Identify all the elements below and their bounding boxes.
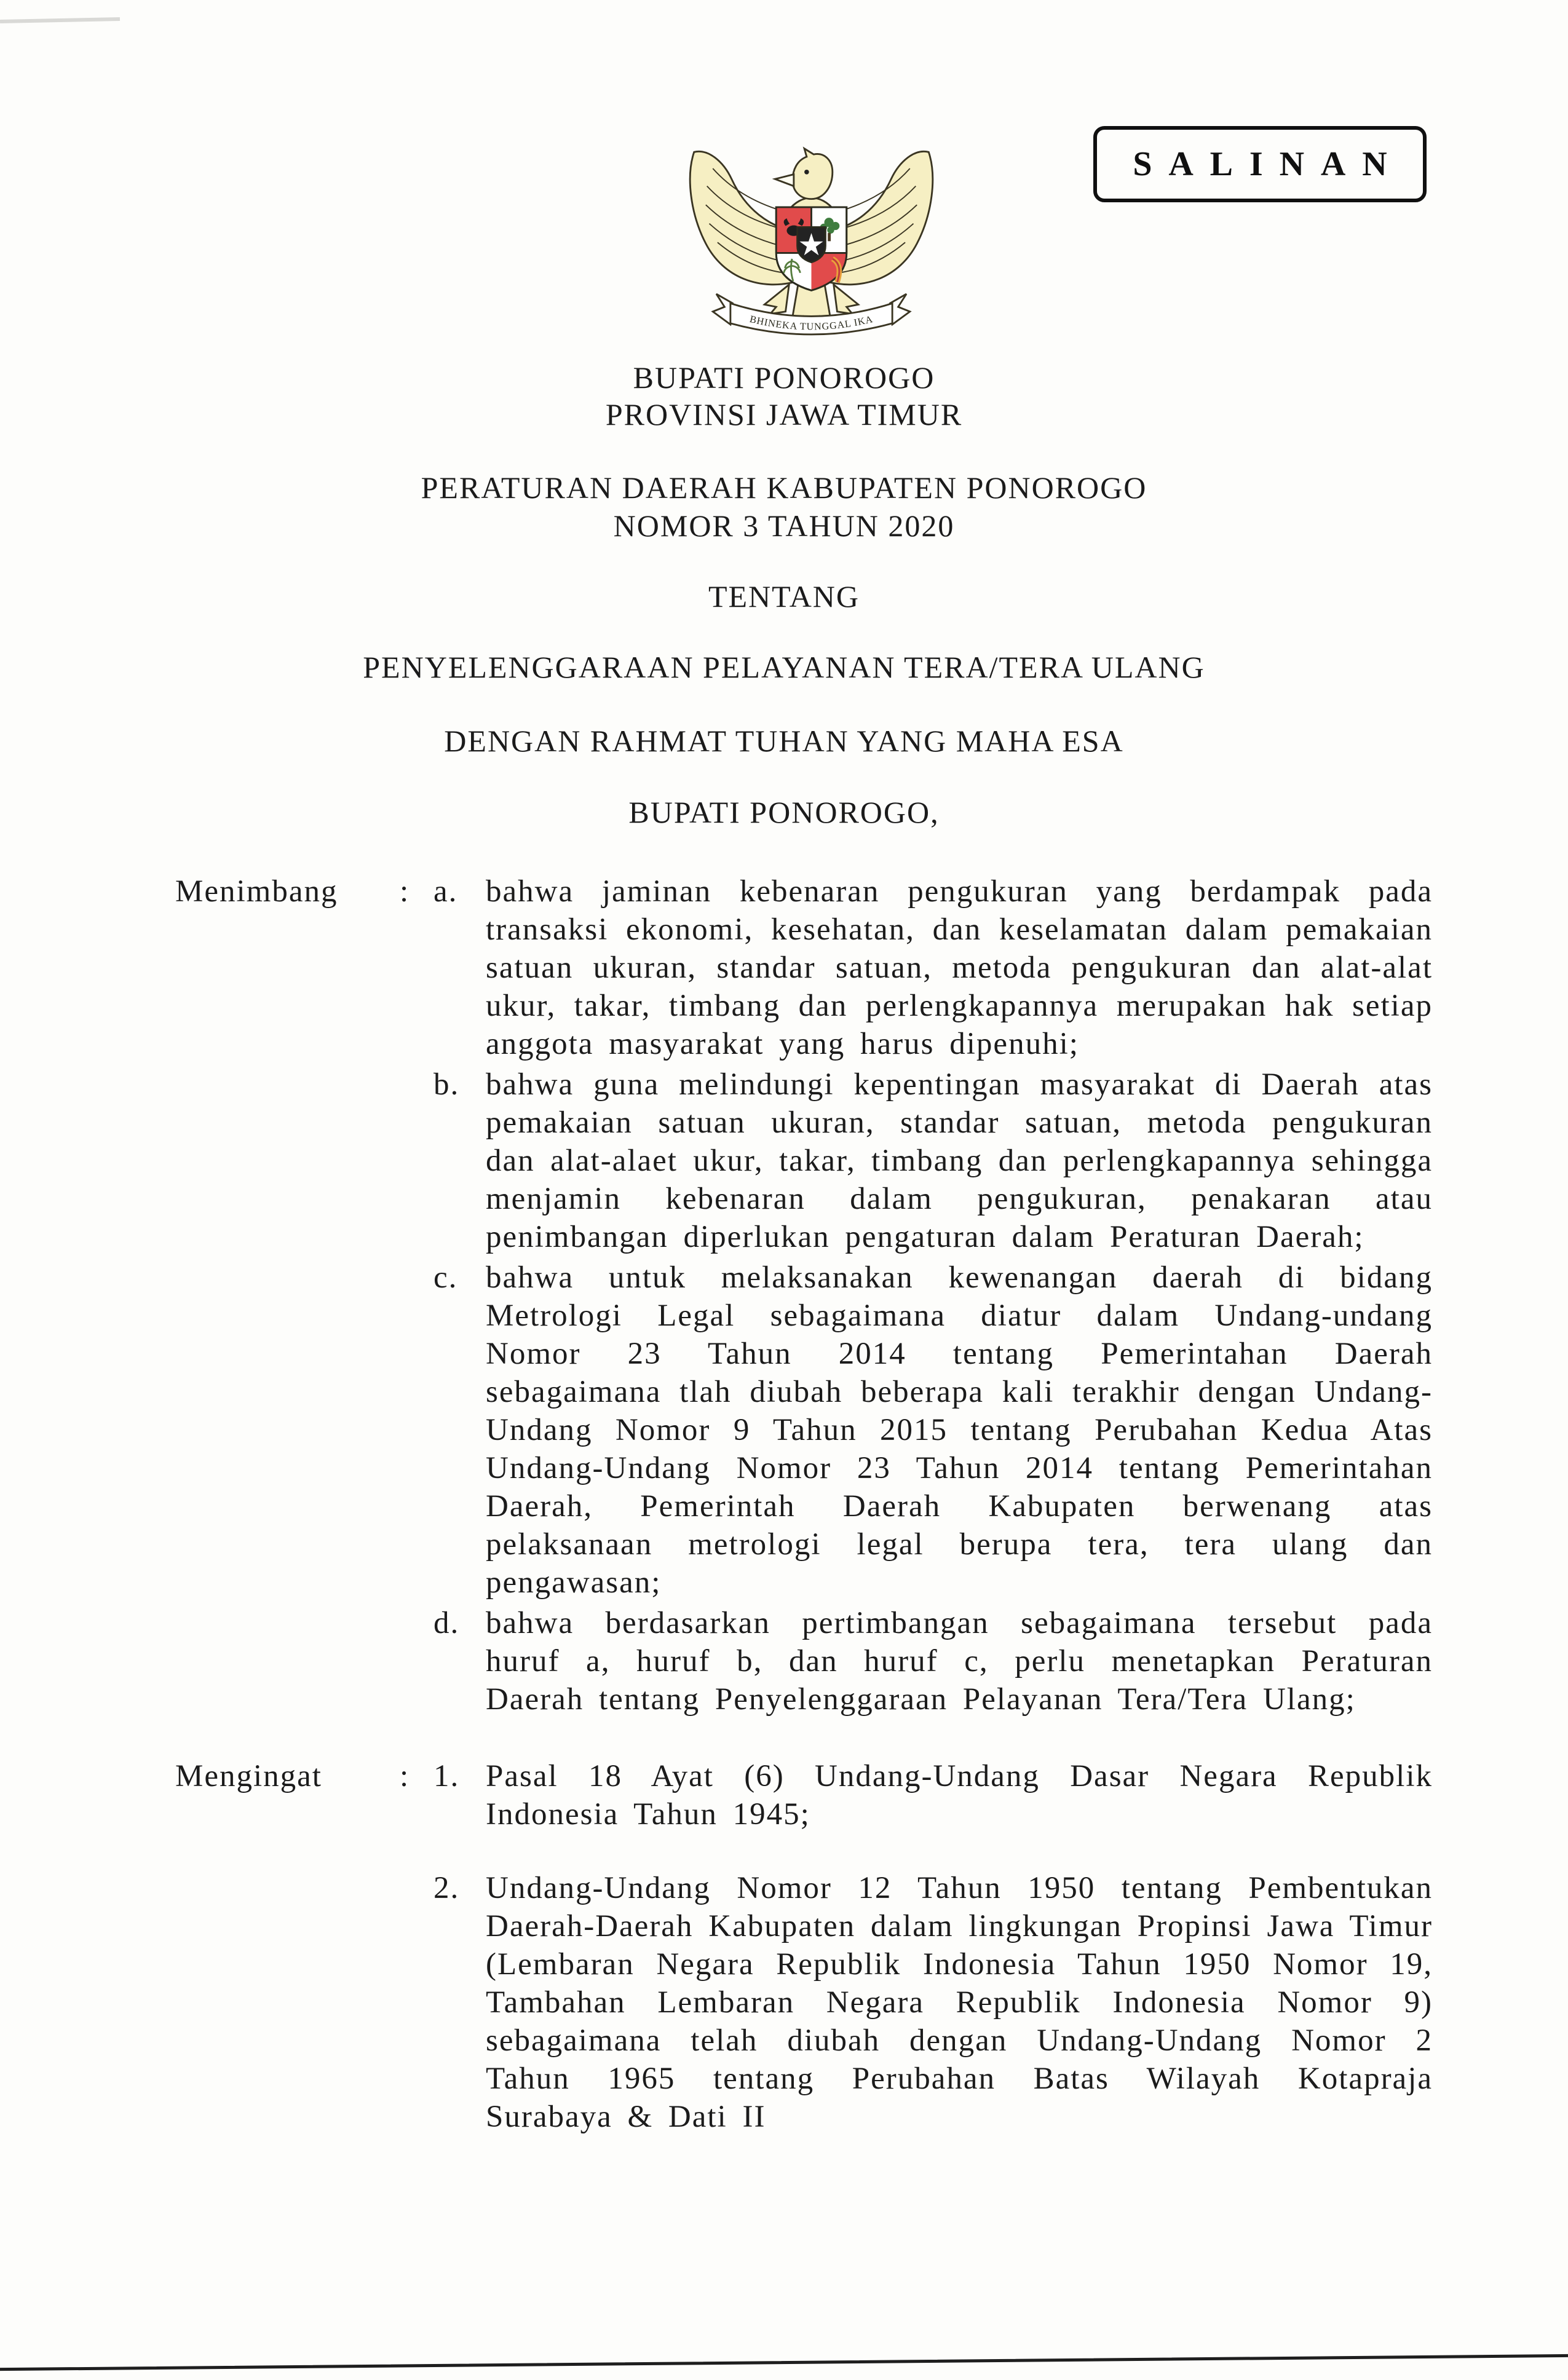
clause-marker: a.: [434, 874, 458, 909]
clause-text: bahwa guna melindungi kepentingan masyarakat di Daerah atas pemakaian satuan ukuran, standar satuan, metoda pengukuran dan alat-alaet ukur, takar, timbang dan perlengkapannya sehingga menjamin kebenaran dalam pengukuran, penakaran atau penimbangan diperlukan pengaturan dalam Peraturan Daerah;: [486, 1067, 1433, 1254]
menimbang-item-c: [175, 1259, 1433, 1602]
clause-marker: 2.: [434, 1871, 460, 1905]
mengingat-colon: :: [400, 1759, 410, 1793]
menimbang-label: Menimbang: [175, 874, 338, 909]
mengingat-section: [175, 1757, 1433, 2136]
clause-marker: c.: [434, 1260, 458, 1295]
menimbang-item-b: [175, 1065, 1433, 1256]
mengingat-item-2: [175, 1869, 1433, 2136]
authority-line: BUPATI PONOROGO,: [628, 795, 940, 829]
subject-line: PENYELENGGARAAN PELAYANAN TERA/TERA ULANG: [363, 650, 1205, 684]
clause-text: Undang-Undang Nomor 12 Tahun 1950 tentang Pembentukan Daerah-Daerah Kabupaten dalam lingkungan Propinsi Jawa Timur (Lembaran Negara Republik Indonesia Tahun 1950 Nomor 19, Tambahan Lembaran Negara Republik Indonesia Nomor 9) sebagaimana telah diubah dengan Undang-Undang Nomor 2 Tahun 1965 tentang Perubahan Batas Wilayah Kotapraja Surabaya & Dati II: [486, 1871, 1433, 2134]
clause-text: bahwa jaminan kebenaran pengukuran yang berdampak pada transaksi ekonomi, kesehatan, dan keselamatan dalam pemakaian satuan ukuran, standar satuan, metoda pengukuran dan alat-alat ukur, takar, timbang dan perlengkapannya merupakan hak setiap anggota masyarakat yang harus dipenuhi;: [486, 874, 1433, 1061]
clause-marker: d.: [434, 1606, 460, 1640]
clause-text: bahwa berdasarkan pertimbangan sebagaimana tersebut pada huruf a, huruf b, dan huruf c, perlu menetapkan Peraturan Daerah tentang Penyelenggaraan Pelayanan Tera/Tera Ulang;: [486, 1606, 1433, 1717]
header-bupati: BUPATI PONOROGO: [633, 360, 935, 395]
header-provinsi: PROVINSI JAWA TIMUR: [605, 397, 963, 432]
clause-marker: 1.: [434, 1759, 460, 1793]
title-nomor: NOMOR 3 TAHUN 2020: [613, 508, 955, 543]
clause-text: bahwa untuk melaksanakan kewenangan daerah di bidang Metrologi Legal sebagaimana diatur dalam Undang-undang Nomor 23 Tahun 2014 tentang Pemerintahan Daerah sebagaimana tlah diubah beberapa kali terakhir dengan Undang-Undang Nomor 9 Tahun 2015 tentang Perubahan Kedua Atas Undang-Undang Nomor 23 Tahun 2014 tentang Pemerintahan Daerah, Pemerintah Daerah Kabupaten berwenang atas pelaksanaan metrologi legal berupa tera, tera ulang dan pengawasan;: [486, 1260, 1433, 1600]
salinan-stamp: SALINAN: [1093, 126, 1427, 202]
menimbang-section: [175, 872, 1433, 1718]
menimbang-colon: :: [400, 874, 410, 909]
garuda-pancasila-emblem-icon: [671, 118, 951, 347]
menimbang-item-a: [175, 872, 1433, 1063]
mengingat-label: Mengingat: [175, 1759, 322, 1793]
title-peraturan: PERATURAN DAERAH KABUPATEN PONOROGO: [421, 470, 1147, 505]
clause-text: Pasal 18 Ayat (6) Undang-Undang Dasar Negara Republik Indonesia Tahun 1945;: [486, 1759, 1433, 1832]
clause-marker: b.: [434, 1067, 460, 1102]
invocation-line: DENGAN RAHMAT TUHAN YANG MAHA ESA: [444, 724, 1124, 758]
menimbang-item-d: [175, 1604, 1433, 1718]
scan-line-artifact: [0, 2354, 1568, 2371]
mengingat-item-1: [175, 1757, 1433, 1833]
emblem-motto-text: BHINEKA TUNGGAL IKA: [748, 313, 874, 333]
tentang-label: TENTANG: [708, 579, 860, 614]
